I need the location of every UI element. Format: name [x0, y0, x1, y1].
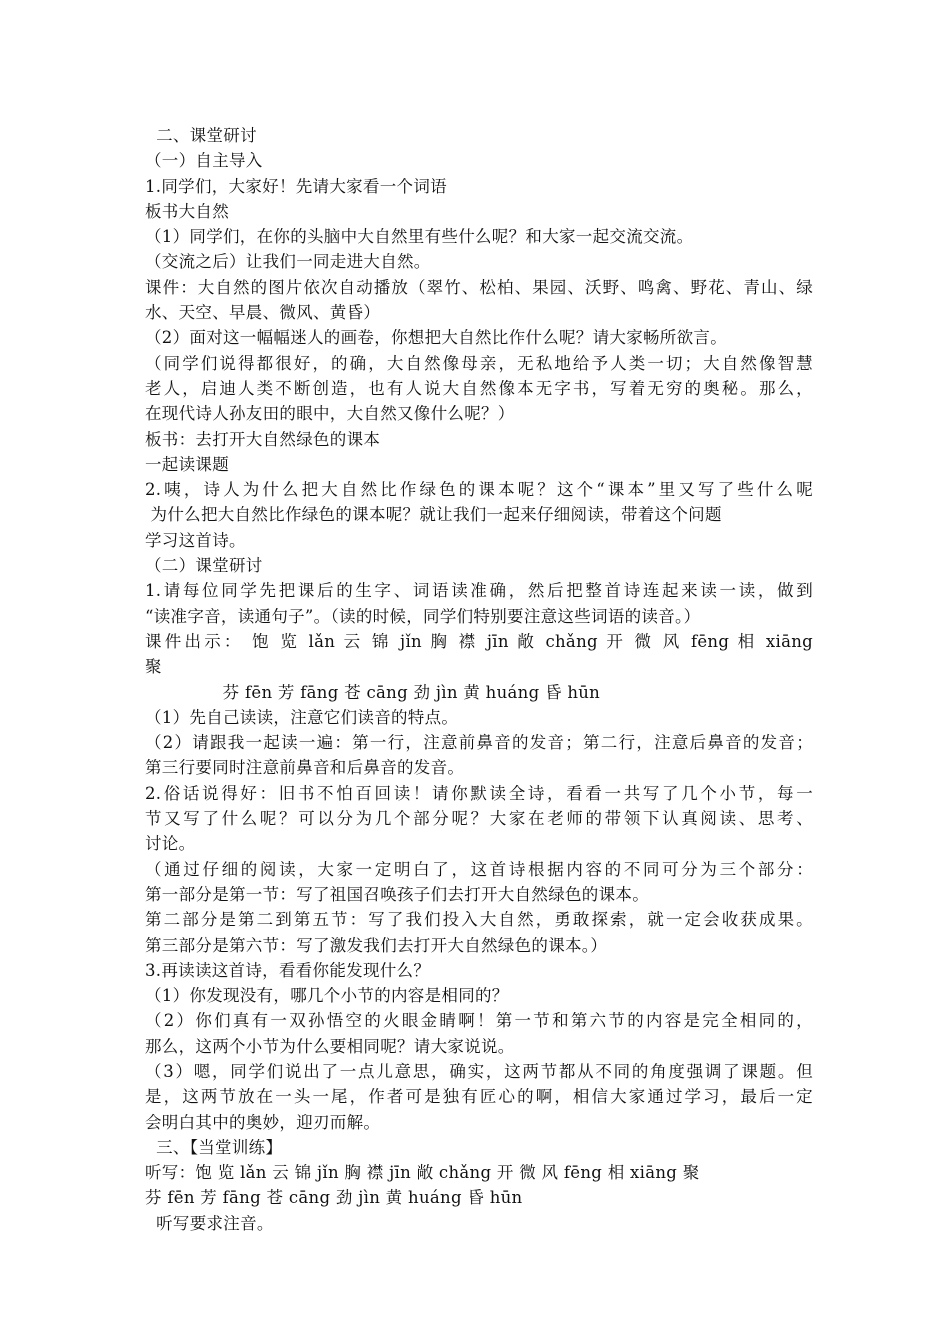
- text-line: 老人，启迪人类不断创造，也有人说大自然像本无字书，写着无穷的奥秘。那么，: [145, 378, 813, 398]
- text-line: 听写：饱 览 lǎn 云 锦 jǐn 胸 襟 jīn 敞 chǎng 开 微 风 fēng 相 xiāng 聚: [145, 1163, 700, 1183]
- text-line: （2）你们真有一双孙悟空的火眼金睛啊！第一节和第六节的内容是完全相同的，: [145, 1011, 813, 1031]
- text-line: 2.咦，诗人为什么把大自然比作绿色的课本呢？这个“课本”里又写了些什么呢: [145, 480, 813, 500]
- text-line: 那么，这两个小节为什么要相同呢？请大家说说。: [145, 1036, 515, 1056]
- text-line: 芬 fēn 芳 fāng 苍 cāng 劲 jìn 黄 huáng 昏 hūn: [145, 682, 601, 702]
- text-line: （1）同学们，在你的头脑中大自然里有些什么呢？和大家一起交流交流。: [145, 227, 694, 247]
- text-line: 课件：大自然的图片依次自动播放（翠竹、松柏、果园、沃野、鸣禽、野花、青山、绿: [145, 277, 813, 297]
- text-line: （2）面对这一幅幅迷人的画卷，你想把大自然比作什么呢？请大家畅所欲言。: [145, 328, 727, 348]
- text-line: 三、【当堂训练】: [145, 1137, 283, 1157]
- text-line: 水、天空、早晨、微风、黄昏）: [145, 303, 381, 323]
- text-line: （3）嗯，同学们说出了一点儿意思，确实，这两节都从不同的角度强调了课题。但: [145, 1061, 813, 1081]
- text-line: 1.请每位同学先把课后的生字、词语读准确，然后把整首诗连起来读一读，做到: [145, 581, 813, 601]
- text-line: 3.再读读这首诗，看看你能发现什么？: [145, 960, 431, 980]
- text-line: （1）先自己读读，注意它们读音的特点。: [145, 707, 459, 727]
- text-line: （一）自主导入: [145, 151, 263, 171]
- text-line: 是，这两节放在一头一尾，作者可是独有匠心的啊，相信大家通过学习，最后一定: [145, 1087, 813, 1107]
- text-line: 会明白其中的奥妙，迎刃而解。: [145, 1112, 381, 1132]
- text-line: （1）你发现没有，哪几个小节的内容是相同的？: [145, 986, 509, 1006]
- text-line: 芬 fēn 芳 fāng 苍 cāng 劲 jìn 黄 huáng 昏 hūn: [145, 1188, 523, 1208]
- text-line: 一起读课题: [145, 454, 229, 474]
- text-line: “读准字音，读通句子”。（读的时候，同学们特别要注意这些词语的读音。）: [145, 606, 701, 626]
- text-line: 为什么把大自然比作绿色的课本呢？就让我们一起来仔细阅读，带着这个问题: [145, 505, 722, 525]
- text-line: （2）请跟我一起读一遍：第一行，注意前鼻音的发音；第二行，注意后鼻音的发音；: [145, 733, 813, 753]
- text-line: （同学们说得都很好，的确，大自然像母亲，无私地给予人类一切；大自然像智慧: [145, 353, 813, 373]
- text-line: 第二部分是第二到第五节：写了我们投入大自然，勇敢探索，就一定会收获成果。: [145, 910, 813, 930]
- text-line: 板书：去打开大自然绿色的课本: [145, 429, 381, 449]
- text-line: 二、课堂研讨: [145, 126, 257, 145]
- text-line: 聚: [145, 657, 162, 677]
- text-line: 课件出示： 饱 览 lǎn 云 锦 jǐn 胸 襟 jīn 敞 chǎng 开 微 风 fēng 相 xiāng: [145, 631, 813, 651]
- text-line: 学习这首诗。: [145, 530, 246, 550]
- text-line: 板书大自然: [145, 201, 229, 221]
- document-body: [145, 123, 813, 1236]
- text-line: （通过仔细的阅读，大家一定明白了，这首诗根据内容的不同可分为三个部分：: [145, 859, 813, 879]
- text-line: 第三行要同时注意前鼻音和后鼻音的发音。: [145, 758, 465, 778]
- text-line: 听写要求注音。: [145, 1213, 274, 1233]
- text-line: 第一部分是第一节：写了祖国召唤孩子们去打开大自然绿色的课本。: [145, 884, 649, 904]
- text-line: 在现代诗人孙友田的眼中，大自然又像什么呢？）: [145, 404, 515, 424]
- text-line: 讨论。: [145, 834, 196, 854]
- text-line: 1.同学们，大家好！先请大家看一个词语: [145, 176, 447, 196]
- text-line: 2.俗话说得好：旧书不怕百回读！请你默读全诗，看看一共写了几个小节，每一: [145, 783, 813, 803]
- text-line: （二）课堂研讨: [145, 556, 263, 576]
- text-line: 节又写了什么呢？可以分为几个部分呢？大家在老师的带领下认真阅读、思考、: [145, 809, 813, 829]
- text-line: 第三部分是第六节：写了激发我们去打开大自然绿色的课本。）: [145, 935, 608, 955]
- text-line: （交流之后）让我们一同走进大自然。: [145, 252, 431, 272]
